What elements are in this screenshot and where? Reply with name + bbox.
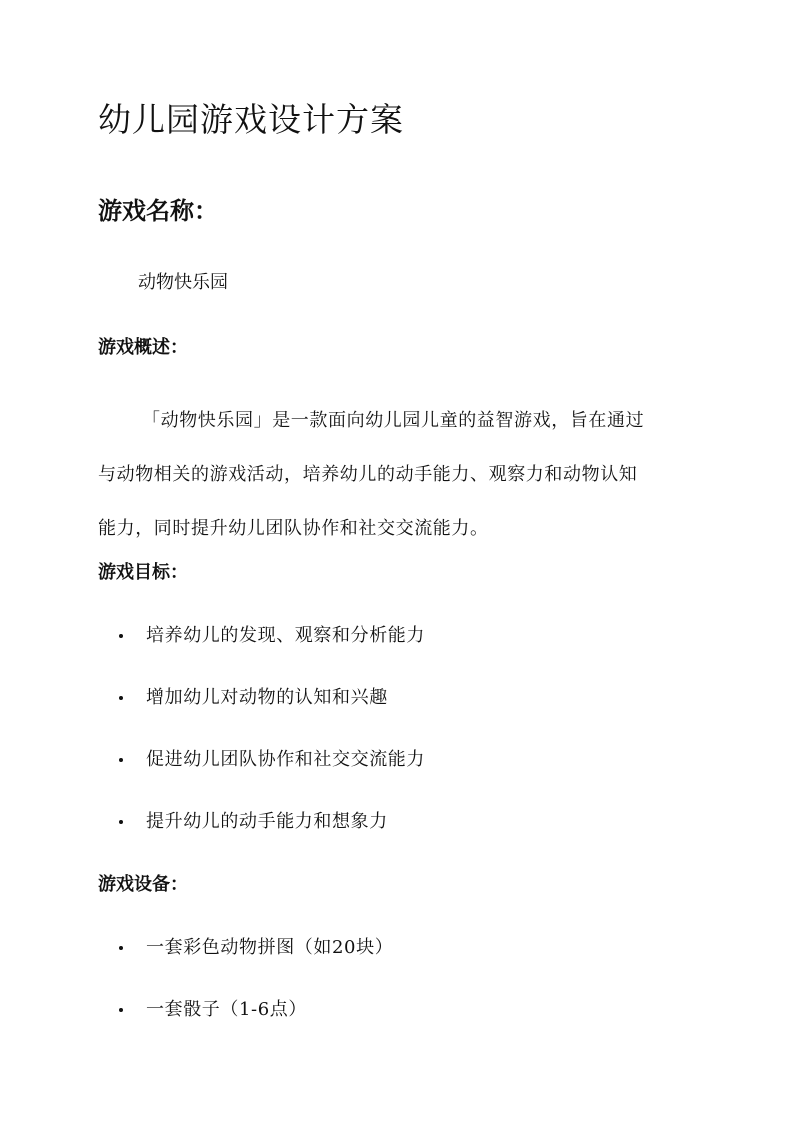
bullet-icon bbox=[119, 758, 123, 762]
game-name-value: 动物快乐园 bbox=[138, 272, 228, 293]
equipment-text: 一套彩色动物拼图（如20块） bbox=[146, 937, 394, 958]
goals-heading: 游戏目标： bbox=[98, 562, 188, 583]
list-item bbox=[98, 998, 718, 1060]
bullet-icon bbox=[119, 634, 123, 638]
list-item bbox=[98, 748, 718, 810]
goal-text: 促进幼儿团队协作和社交交流能力 bbox=[146, 749, 425, 770]
list-item bbox=[98, 810, 718, 872]
bullet-icon bbox=[119, 820, 123, 824]
equipment-heading: 游戏设备： bbox=[98, 874, 188, 895]
overview-line: 与动物相关的游戏活动，培养幼儿的动手能力、观察力和动物认知 bbox=[98, 464, 638, 485]
overview-line: 能力，同时提升幼儿团队协作和社交交流能力。 bbox=[98, 518, 489, 539]
list-item bbox=[98, 686, 718, 748]
game-name-heading: 游戏名称： bbox=[98, 196, 218, 225]
goal-text: 增加幼儿对动物的认知和兴趣 bbox=[146, 687, 388, 708]
document-title: 幼儿园游戏设计方案 bbox=[98, 100, 404, 139]
bullet-icon bbox=[119, 946, 123, 950]
list-item bbox=[98, 624, 718, 686]
goal-text: 提升幼儿的动手能力和想象力 bbox=[146, 811, 388, 832]
goal-text: 培养幼儿的发现、观察和分析能力 bbox=[146, 625, 425, 646]
overview-heading: 游戏概述： bbox=[98, 337, 188, 358]
bullet-icon bbox=[119, 1008, 123, 1012]
goals-list bbox=[98, 624, 718, 872]
overview-line: 「动物快乐园」是一款面向幼儿园儿童的益智游戏，旨在通过 bbox=[142, 410, 645, 431]
overview-paragraph bbox=[98, 394, 710, 556]
list-item bbox=[98, 936, 718, 998]
equipment-list bbox=[98, 936, 718, 1060]
equipment-text: 一套骰子（1-6点） bbox=[146, 999, 307, 1020]
bullet-icon bbox=[119, 696, 123, 700]
